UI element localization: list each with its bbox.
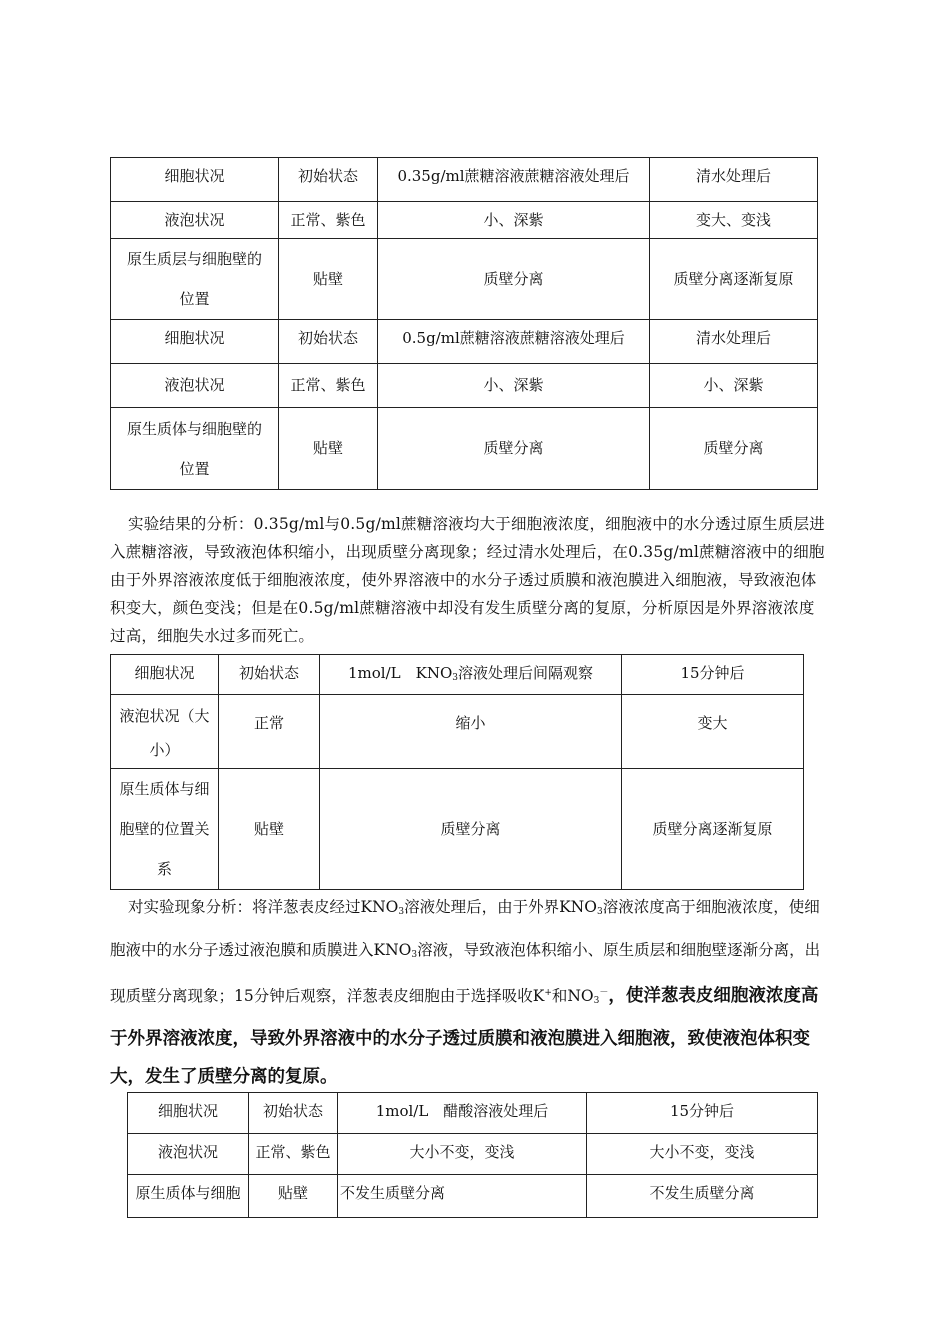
table-row	[111, 695, 804, 769]
table-cell: 正常	[219, 695, 320, 769]
table-cell: 不发生质壁分离	[338, 1175, 587, 1218]
table-cell: 贴壁	[279, 239, 378, 320]
table-row	[111, 239, 818, 320]
table-cell: 1mol/L 醋酸溶液处理后	[338, 1093, 587, 1134]
table-cell: 质壁分离	[378, 408, 650, 490]
table-cell: 正常、紫色	[249, 1134, 338, 1175]
table-cell: 正常、紫色	[279, 202, 378, 239]
table-cell: 初始状态	[219, 655, 320, 695]
table-cell: 质壁分离	[320, 769, 622, 890]
table-row	[111, 158, 818, 202]
table-cell: 质壁分离	[650, 408, 818, 490]
table-row	[128, 1093, 818, 1134]
table-cell: 大小不变，变浅	[338, 1134, 587, 1175]
table-row	[128, 1175, 818, 1218]
analysis-paragraph-2	[110, 888, 830, 1096]
table-cell: 细胞状况	[111, 158, 279, 202]
table-cell: 初始状态	[249, 1093, 338, 1134]
table-cell: 大小不变，变浅	[587, 1134, 818, 1175]
analysis-paragraph-1	[110, 510, 830, 650]
table-cell: 贴壁	[219, 769, 320, 890]
table-cell: 变大、变浅	[650, 202, 818, 239]
table-cell: 小、深紫	[650, 364, 818, 408]
table-row	[111, 655, 804, 695]
table-cell: 清水处理后	[650, 320, 818, 364]
table-cell: 贴壁	[279, 408, 378, 490]
table-cell: 液泡状况（大小）	[111, 695, 219, 769]
table-cell: 质壁分离逐渐复原	[650, 239, 818, 320]
table-row	[111, 408, 818, 490]
table-cell: 原生质体与细胞壁的位置关系	[111, 769, 219, 890]
table-kno3	[110, 654, 804, 890]
table-row	[111, 769, 804, 890]
table-cell: 液泡状况	[111, 364, 279, 408]
bold-conclusion: ，使洋葱表皮细胞液浓度高于外界溶液浓度，导致外界溶液中的水分子透过质膜和液泡膜进入细胞液，致使液泡体积变大，发生了质壁分离的复原。	[110, 986, 819, 1087]
table-cell: 15分钟后	[587, 1093, 818, 1134]
table-cell: 1mol/L $KNO_3$溶液处理后间隔观察	[320, 655, 622, 695]
table-cell: 变大	[622, 695, 804, 769]
table-cell: 细胞状况	[111, 320, 279, 364]
analysis-text: 对实验现象分析：将洋葱表皮经过$KNO_3$溶液处理后，由于外界$KNO_3$溶液浓度高于细胞液浓度，使细胞液中的水分子透过液泡膜和质膜进入$KNO_3$溶液，导致液泡体积缩小、原生质层和细胞壁逐渐分离，出现质壁分离现象；15分钟后观察，洋葱表皮细胞由于选择吸收K+和$NO_3^-$，使洋葱表皮细胞液浓度高于外界溶液浓度，导致外界溶液中的水分子透过质膜和液泡膜进入细胞液，致使液泡体积变大，发生了质壁分离的复原。	[110, 898, 821, 1087]
table-cell: 质壁分离逐渐复原	[622, 769, 804, 890]
table-cell: 细胞状况	[111, 655, 219, 695]
table-row	[111, 320, 818, 364]
table-row	[128, 1134, 818, 1175]
table-cell: 原生质体与细胞壁的位置	[111, 408, 279, 490]
table-cell: 原生质层与细胞壁的位置	[111, 239, 279, 320]
table-cell: 初始状态	[279, 158, 378, 202]
table-row	[111, 364, 818, 408]
table-cell: 贴壁	[249, 1175, 338, 1218]
table-cell: 液泡状况	[111, 202, 279, 239]
table-cell: 小、深紫	[378, 202, 650, 239]
table-sucrose	[110, 157, 818, 490]
table-cell: 原生质体与细胞	[128, 1175, 249, 1218]
table-cell: 15分钟后	[622, 655, 804, 695]
analysis-text: 实验结果的分析：0.35g/ml与0.5g/ml蔗糖溶液均大于细胞液浓度，细胞液中的水分透过原生质层进入蔗糖溶液，导致液泡体积缩小，出现质壁分离现象；经过清水处理后，在0.35g/ml蔗糖溶液中的细胞由于外界溶液浓度低于细胞液浓度，使外界溶液中的水分子透过质膜和液泡膜进入细胞液，导致液泡体积变大，颜色变浅；但是在0.5g/ml蔗糖溶液中却没有发生质壁分离的复原，分析原因是外界溶液浓度过高，细胞失水过多而死亡。	[110, 515, 825, 645]
table-row	[111, 202, 818, 239]
table-cell: 液泡状况	[128, 1134, 249, 1175]
table-cell: 初始状态	[279, 320, 378, 364]
table-cell: 0.35g/ml蔗糖溶液蔗糖溶液处理后	[378, 158, 650, 202]
table-cell: 0.5g/ml蔗糖溶液蔗糖溶液处理后	[378, 320, 650, 364]
table-acetic-acid	[127, 1092, 818, 1218]
table-cell: 正常、紫色	[279, 364, 378, 408]
table-cell: 缩小	[320, 695, 622, 769]
table-cell: 小、深紫	[378, 364, 650, 408]
table-cell: 质壁分离	[378, 239, 650, 320]
table-cell: 清水处理后	[650, 158, 818, 202]
table-cell: 细胞状况	[128, 1093, 249, 1134]
table-cell: 不发生质壁分离	[587, 1175, 818, 1218]
